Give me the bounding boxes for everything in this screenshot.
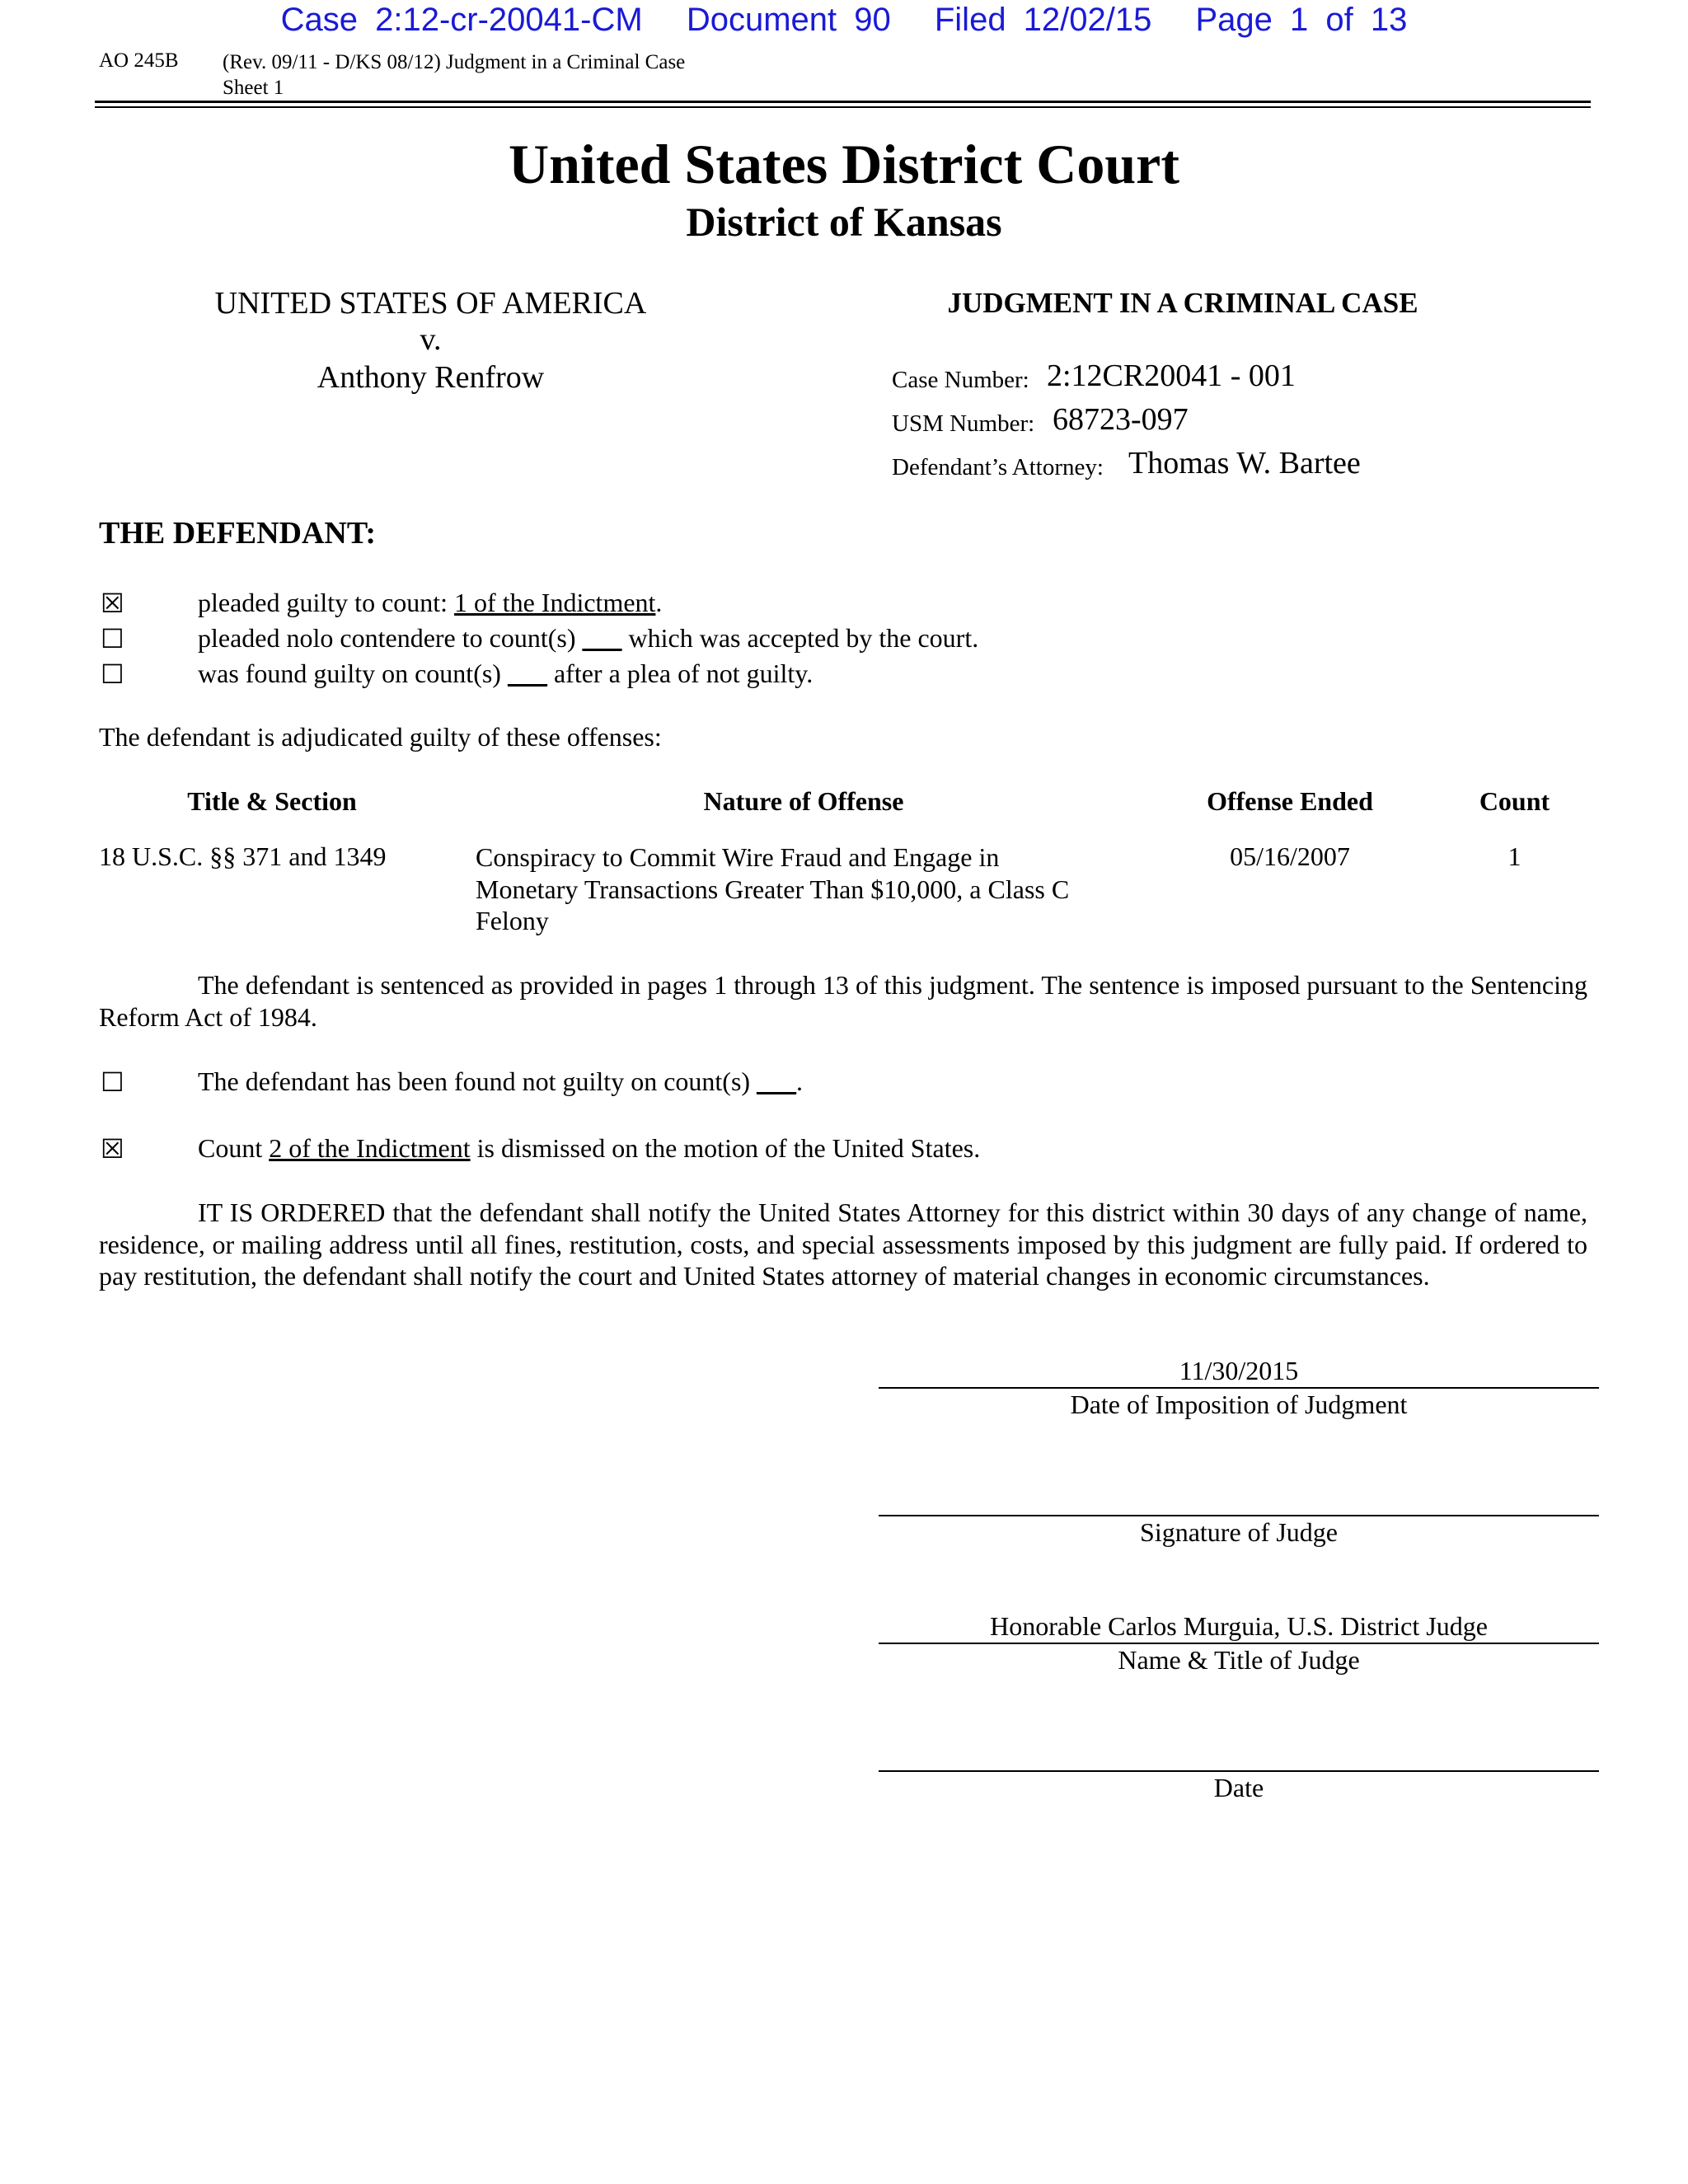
form-sheet: Sheet 1	[223, 77, 284, 99]
column-offense-ended: Offense Ended	[1207, 786, 1373, 816]
plea-found-guilty-text: was found guilty on count(s) ___ after a plea of not guilty.	[198, 658, 814, 688]
checkbox-not-guilty: ☐	[101, 1067, 124, 1097]
imposition-date-label: Date of Imposition of Judgment	[1070, 1390, 1408, 1419]
stamp-case: Case 2:12-cr-20041-CM	[280, 2, 643, 38]
order-paragraph: IT IS ORDERED that the defendant shall notify the United States Attorney for this district within 30 days of any change of name, residence, or mailing address until all fines, restitution, costs, and special assessments imposed by this judgment are fully paid. If ordered to pay restitution, the defendant shall notify the court and United States attorney of material changes in economic circumstances.	[99, 1197, 1587, 1291]
usm-number: 68723-097	[1053, 402, 1189, 437]
offense-title-section: 18 U.S.C. §§ 371 and 1349	[99, 841, 387, 871]
versus: v.	[420, 322, 442, 357]
offense-count: 1	[1507, 841, 1522, 871]
checkbox-count-dismissed: ☒	[101, 1134, 124, 1164]
form-revision	[223, 49, 685, 101]
not-guilty-text: The defendant has been found not guilty on count(s) ___.	[198, 1066, 804, 1096]
checkbox-pleaded-guilty: ☒	[101, 588, 124, 618]
case-number-label: Case Number:	[892, 367, 1029, 393]
usm-number-label: USM Number:	[892, 410, 1035, 437]
offense-nature	[476, 841, 1069, 937]
signature-label: Signature of Judge	[1140, 1517, 1338, 1547]
offense-nature-line: Monetary Transactions Greater Than $10,000, a Class C	[476, 874, 1070, 904]
date-line	[879, 1770, 1599, 1772]
header-rule-thick	[95, 101, 1591, 103]
imposition-date-line	[879, 1387, 1599, 1389]
court-title: United States District Court	[509, 133, 1179, 195]
judgment-heading: JUDGMENT IN A CRIMINAL CASE	[947, 287, 1418, 319]
checkbox-found-guilty: ☐	[101, 659, 124, 689]
plea-nolo-text: pleaded nolo contendere to count(s) ___ which was accepted by the court.	[198, 623, 979, 653]
offense-nature-line: Conspiracy to Commit Wire Fraud and Engage in	[476, 842, 1000, 872]
form-revision-text: (Rev. 09/11 - D/KS 08/12) Judgment in a Criminal Case	[223, 51, 686, 73]
attorney-name: Thomas W. Bartee	[1128, 446, 1361, 480]
stamp-filed: Filed 12/02/15	[934, 2, 1152, 38]
stamp-document: Document 90	[686, 2, 891, 38]
offense-nature-line: Felony	[476, 906, 549, 935]
column-nature-of-offense: Nature of Offense	[703, 786, 904, 816]
defendant-name: Anthony Renfrow	[316, 360, 545, 395]
signature-line	[879, 1515, 1599, 1516]
column-title-section: Title & Section	[187, 786, 357, 816]
header-rule-thin	[95, 106, 1591, 108]
defendant-section-heading: THE DEFENDANT:	[99, 516, 377, 551]
checkbox-nolo-contendere: ☐	[101, 624, 124, 654]
column-count: Count	[1479, 786, 1550, 816]
judge-name: Honorable Carlos Murguia, U.S. District Judge	[990, 1611, 1488, 1641]
judge-title-label: Name & Title of Judge	[1118, 1645, 1360, 1675]
judge-name-line	[879, 1643, 1599, 1644]
date-label: Date	[1213, 1773, 1264, 1802]
case-number: 2:12CR20041 - 001	[1047, 359, 1296, 393]
filing-stamp	[0, 2, 1688, 39]
attorney-label: Defendant’s Attorney:	[892, 454, 1104, 480]
offense-ended-date: 05/16/2007	[1230, 841, 1350, 871]
count-dismissed-text: Count 2 of the Indictment is dismissed on the motion of the United States.	[198, 1133, 981, 1163]
plaintiff-name: UNITED STATES OF AMERICA	[214, 286, 647, 321]
plea-guilty-text: pleaded guilty to count: 1 of the Indictment.	[198, 588, 663, 617]
adjudicated-text: The defendant is adjudicated guilty of these offenses:	[99, 722, 662, 752]
form-code: AO 245B	[99, 49, 179, 72]
sentence-paragraph: The defendant is sentenced as provided in pages 1 through 13 of this judgment. The sentence is imposed pursuant to the Sentencing Reform Act of 1984.	[99, 970, 1587, 1032]
court-district: District of Kansas	[686, 199, 1002, 245]
stamp-page: Page 1 of 13	[1195, 2, 1408, 38]
imposition-date: 11/30/2015	[1179, 1356, 1299, 1385]
